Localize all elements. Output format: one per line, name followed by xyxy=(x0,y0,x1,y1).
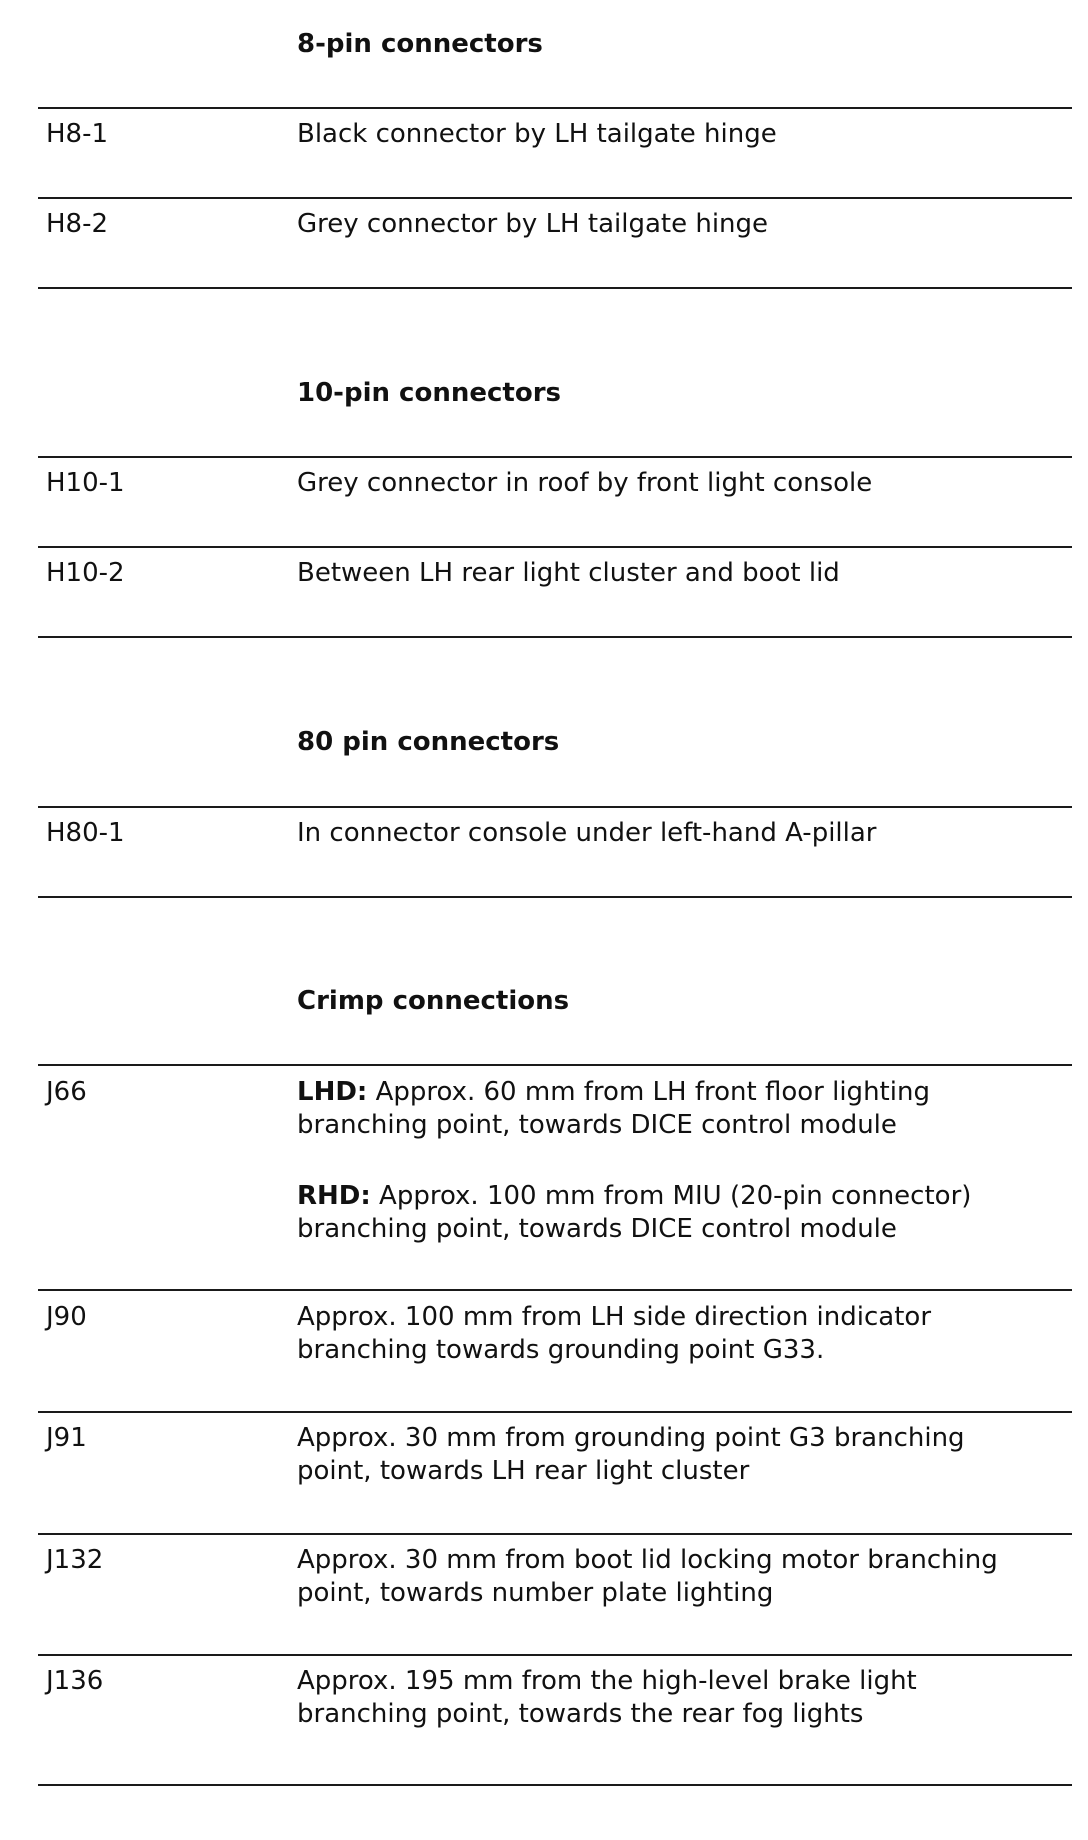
description-line: In connector console under left-hand A-pillar xyxy=(297,818,877,848)
table-rule xyxy=(38,456,1072,458)
description-line: branching towards grounding point G33. xyxy=(297,1335,825,1365)
rhd-label: RHD: xyxy=(297,1181,371,1211)
connector-code: H80-1 xyxy=(46,818,125,848)
connector-description xyxy=(297,1665,1077,1731)
rhd-text: Approx. 100 mm from MIU (20-pin connector) xyxy=(370,1181,972,1211)
connector-description xyxy=(297,817,1077,850)
connector-description xyxy=(297,467,1077,500)
table-rule xyxy=(38,1289,1072,1291)
description-line: Approx. 100 mm from LH side direction indicator xyxy=(297,1302,932,1332)
table-rule xyxy=(38,1533,1072,1535)
description-line: branching point, towards DICE control module xyxy=(297,1110,897,1140)
table-rule xyxy=(38,1411,1072,1413)
lhd-text: Approx. 60 mm from LH front floor lighting xyxy=(367,1077,930,1107)
connector-code: H8-1 xyxy=(46,119,109,149)
section-heading-10-pin: 10-pin connectors xyxy=(297,378,561,408)
table-rule xyxy=(38,806,1072,808)
connector-code: H10-1 xyxy=(46,468,125,498)
connector-description xyxy=(297,118,1077,151)
table-rule xyxy=(38,1784,1072,1786)
table-rule xyxy=(38,197,1072,199)
table-rule xyxy=(38,546,1072,548)
connector-description xyxy=(297,1076,1077,1142)
description-line: point, towards LH rear light cluster xyxy=(297,1456,750,1486)
table-rule xyxy=(38,636,1072,638)
connector-description xyxy=(297,1422,1077,1488)
connector-description xyxy=(297,1301,1077,1367)
connector-description xyxy=(297,208,1077,241)
connector-description xyxy=(297,1180,1077,1246)
connector-code: H8-2 xyxy=(46,209,109,239)
connector-code: J66 xyxy=(46,1077,87,1107)
connector-code: J132 xyxy=(46,1545,104,1575)
table-rule xyxy=(38,287,1072,289)
description-line xyxy=(297,1076,1077,1109)
connector-description xyxy=(297,557,1077,590)
description-line: Black connector by LH tailgate hinge xyxy=(297,119,777,149)
description-line: Grey connector in roof by front light console xyxy=(297,468,873,498)
description-line: Approx. 30 mm from grounding point G3 branching xyxy=(297,1423,965,1453)
connector-code: J91 xyxy=(46,1423,87,1453)
connector-code: J136 xyxy=(46,1666,104,1696)
table-rule xyxy=(38,1654,1072,1656)
table-rule xyxy=(38,1064,1072,1066)
description-line: branching point, towards the rear fog lights xyxy=(297,1699,864,1729)
connector-code: H10-2 xyxy=(46,558,125,588)
section-heading-8-pin: 8-pin connectors xyxy=(297,29,543,59)
description-line xyxy=(297,1180,1077,1213)
connector-code: J90 xyxy=(46,1302,87,1332)
connector-description xyxy=(297,1544,1077,1610)
description-line: Approx. 30 mm from boot lid locking motor branching xyxy=(297,1545,998,1575)
table-rule xyxy=(38,896,1072,898)
description-line: Grey connector by LH tailgate hinge xyxy=(297,209,769,239)
description-line: Between LH rear light cluster and boot lid xyxy=(297,558,840,588)
description-line: branching point, towards DICE control module xyxy=(297,1214,897,1244)
description-line: point, towards number plate lighting xyxy=(297,1578,774,1608)
table-rule xyxy=(38,107,1072,109)
description-line: Approx. 195 mm from the high-level brake light xyxy=(297,1666,917,1696)
lhd-label: LHD: xyxy=(297,1077,368,1107)
section-heading-crimp: Crimp connections xyxy=(297,986,570,1016)
section-heading-80-pin: 80 pin connectors xyxy=(297,727,560,757)
